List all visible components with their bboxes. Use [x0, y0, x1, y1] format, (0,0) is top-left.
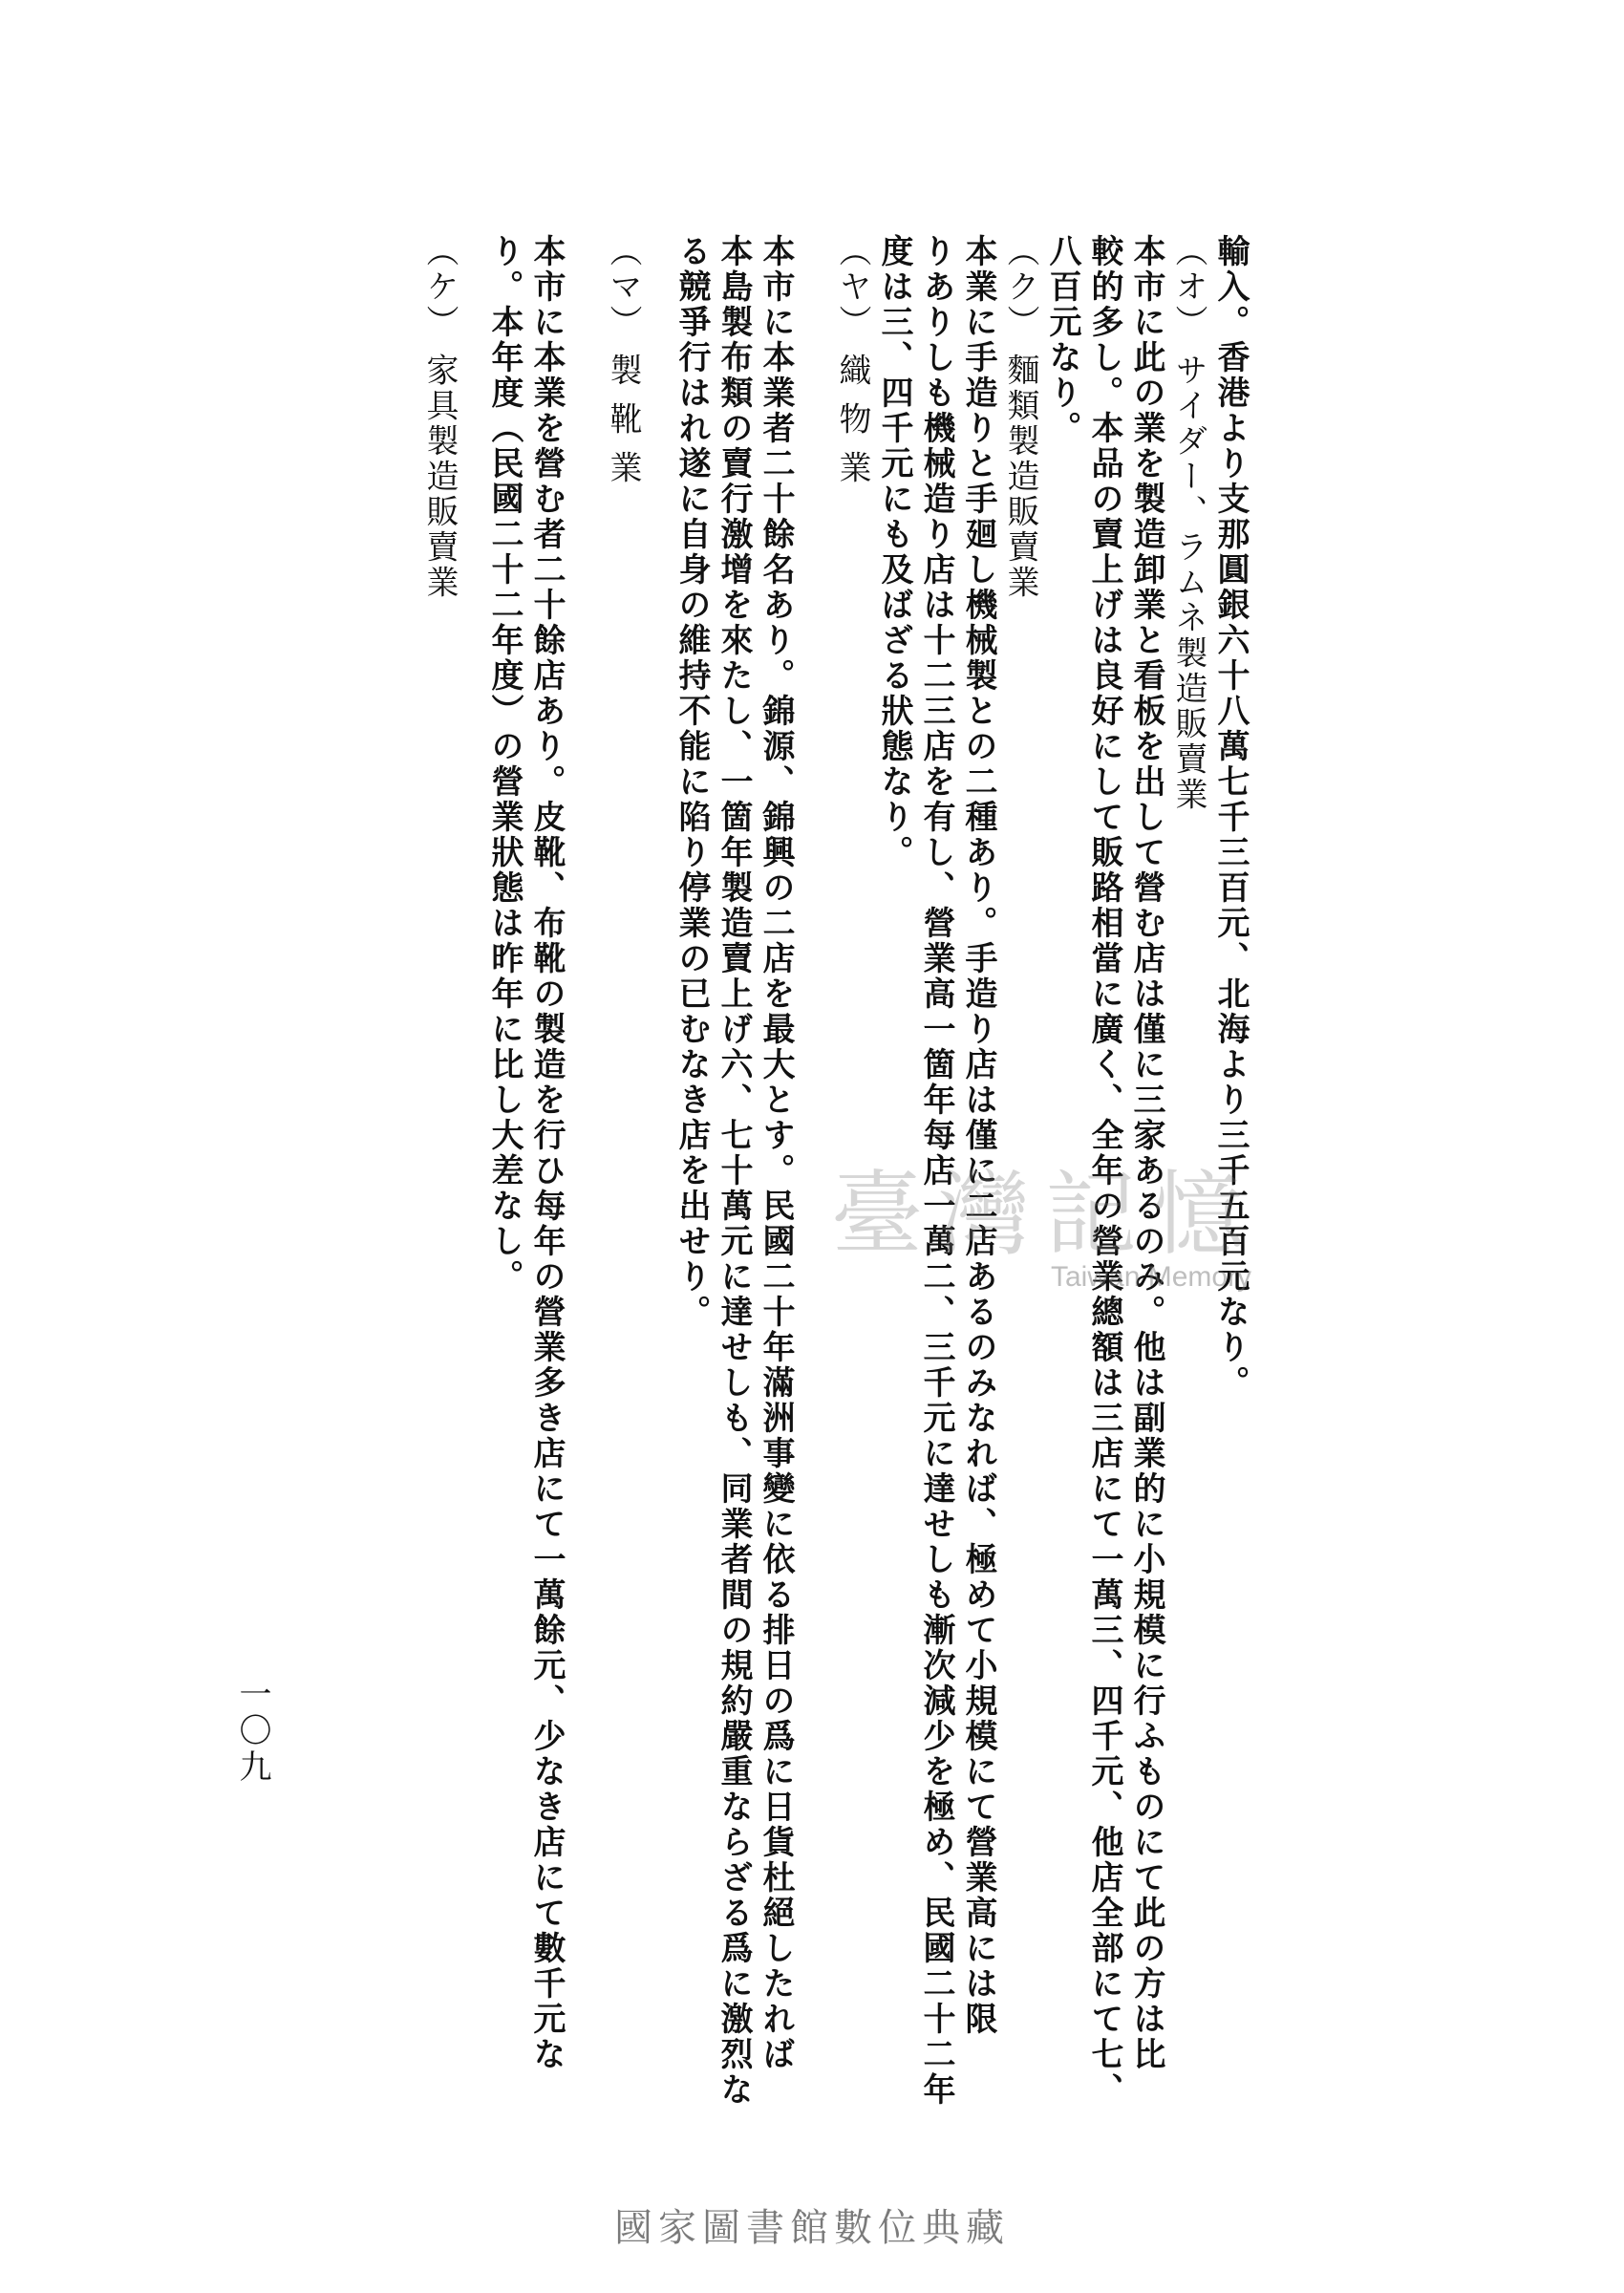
text-column-11: 本市に本業者二十餘名あり。錦源、錦興の二店を最大とす。民國二十年滿洲事變に依る排日の爲に日貨杜絕したれば — [757, 234, 795, 2072]
text-column-5: 八百元なり。 — [1043, 234, 1081, 446]
text-column-12: 本島製布類の賣行激增を來たし、一箇年製造賣上げ六、七十萬元に達せしも、同業者間の規約嚴重ならざる爲に激烈な — [715, 234, 753, 2108]
section-heading-o: （オ） サイダー、ラムネ製造販賣業 — [1169, 234, 1207, 813]
text-column-3: 本市に此の業を製造卸業と看板を出して營む店は僅に三家あるのみ。他は副業的に小規模に行ふものにて此の方は比 — [1127, 234, 1165, 2072]
text-column-13: る競爭行はれ遂に自身の維持不能に陷り停業の已むなき店を出せり。 — [673, 234, 711, 1330]
text-column-16: り。本年度（民國二十二年度）の營業狀態は昨年に比し大差なし。 — [485, 234, 524, 1295]
section-heading-ku: （ク） 麵類製造販賣業 — [1001, 234, 1039, 601]
watermark-english-text: Taiwan Memory — [1051, 1261, 1252, 1293]
watermark-chinese-text: 臺灣記憶 — [831, 1161, 1259, 1268]
footer-caption: 國家圖書館數位典藏 — [614, 2206, 1010, 2250]
section-heading-ya: （ヤ） 織 物 業 — [833, 234, 871, 486]
section-heading-ma: （マ） 製 靴 業 — [604, 234, 642, 486]
text-column-1: 輸入。香港より支那圓銀六十八萬七千三百元、北海より三千五百元なり。 — [1211, 234, 1250, 1401]
watermark-logo — [831, 1142, 1328, 1295]
section-heading-ke: （ケ） 家具製造販賣業 — [420, 234, 459, 601]
text-column-8: りありしも機械造り店は十二三店を有し、營業高一箇年每店一萬二、三千元に達せしも漸次減少を極め、民國二十二年 — [917, 234, 955, 2108]
text-column-4: 較的多し。本品の賣上げは良好にして販路相當に廣く、全年の營業總額は三店にて一萬三、四千元、他店全部にて七、 — [1085, 234, 1123, 2108]
text-column-9: 度は三、四千元にも及ばざる狀態なり。 — [875, 234, 913, 870]
page-number: 一〇九 — [233, 1677, 271, 1786]
text-column-7: 本業に手造りと手廻し機械製との二種あり。手造り店は僅に二店あるのみなれば、極めて小規模にて營業高には限 — [959, 234, 997, 2037]
text-column-15: 本市に本業を營む者二十餘店あり。皮靴、布靴の製造を行ひ每年の營業多き店にて一萬餘元、少なき店にて數千元な — [527, 234, 566, 2072]
